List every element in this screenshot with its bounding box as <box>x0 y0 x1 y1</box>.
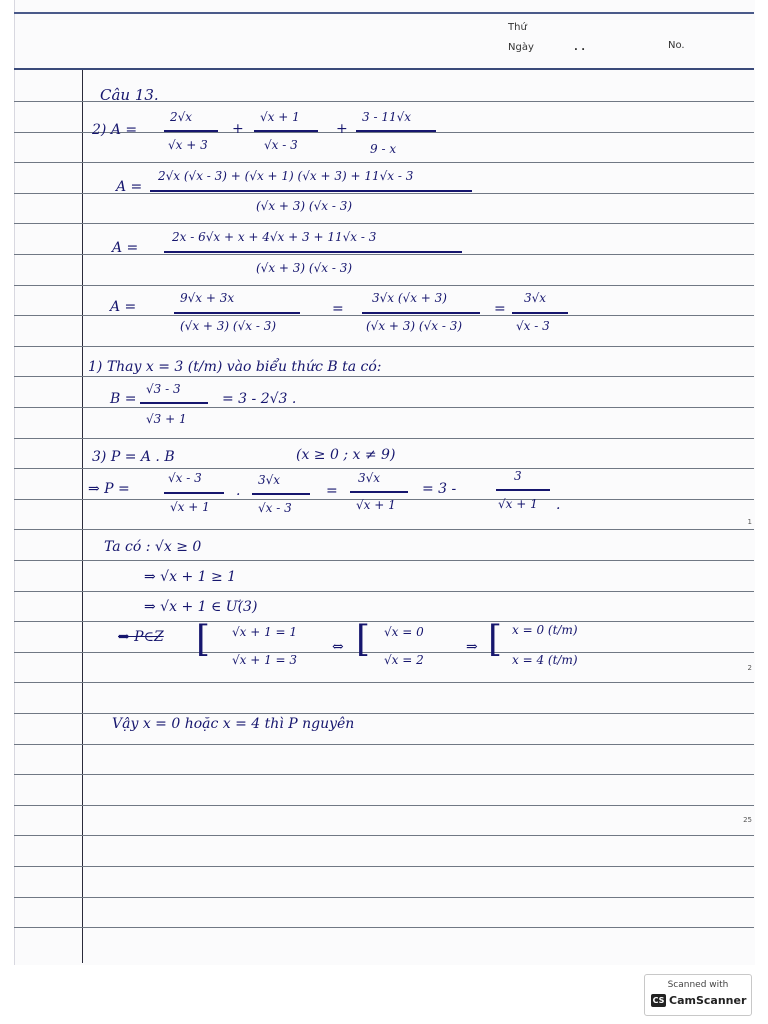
step1-numerator: 2√x (√x - 3) + (√x + 1) (√x + 3) + 11√x - 3 <box>158 169 414 183</box>
ruled-line <box>14 346 754 347</box>
ruled-line <box>14 468 754 469</box>
part2-op2: + <box>336 121 348 137</box>
step3-lhs: A = <box>110 299 137 315</box>
part3-frac4-numerator: 3 <box>514 469 522 483</box>
part3-frac2-denominator: √x - 3 <box>258 501 292 515</box>
part3-ta-co: Ta có : √x ≥ 0 <box>104 539 202 555</box>
part2-term2-bar <box>254 130 318 132</box>
part2-term1-bar <box>164 130 218 132</box>
header-thu-label: Thứ <box>508 22 527 33</box>
part3-case3a: x = 0 (t/m) <box>512 623 578 637</box>
part3-arrow2: ⇒ <box>466 639 478 655</box>
ruled-line <box>14 438 754 439</box>
ruled-line <box>14 560 754 561</box>
watermark-brand: CamScanner <box>669 994 747 1007</box>
ruled-line <box>14 223 754 224</box>
ruled-line <box>14 285 754 286</box>
part3-frac1-numerator: √x - 3 <box>168 471 202 485</box>
edge-number-1: 1 <box>747 518 752 526</box>
part3-frac4-denominator: √x + 1 <box>498 497 538 511</box>
ruled-line <box>14 713 754 714</box>
ruled-line <box>14 866 754 867</box>
step3-frac1-numerator: 9√x + 3x <box>180 291 235 305</box>
ruled-line <box>14 744 754 745</box>
part3-case-bracket3: [ <box>488 619 503 660</box>
part2-label: 2) A = <box>92 122 138 138</box>
part3-period: . <box>556 497 561 513</box>
part3-frac1-bar <box>164 492 224 494</box>
part3-frac3-denominator: √x + 1 <box>356 498 396 512</box>
part2-term2-numerator: √x + 1 <box>260 110 300 124</box>
edge-number-3: 25 <box>743 816 752 824</box>
step3-frac3-bar <box>512 312 568 314</box>
step3-frac1-bar <box>174 312 300 314</box>
ruled-line <box>14 529 754 530</box>
part3-implication1: ⇒ √x + 1 ≥ 1 <box>144 569 237 585</box>
header-top-rule <box>14 12 754 14</box>
ruled-line <box>14 376 754 377</box>
watermark-caption: Scanned with <box>667 980 729 990</box>
part1-line: 1) Thay x = 3 (t/m) vào biểu thức B ta có: <box>88 359 382 375</box>
part2-op1: + <box>232 121 244 137</box>
part1-bar <box>140 402 208 404</box>
ruled-line <box>14 927 754 928</box>
part3-arrow-p: ⇒ P = <box>88 481 130 497</box>
part3-case1a: √x + 1 = 1 <box>232 625 298 639</box>
ruled-line <box>14 591 754 592</box>
part1-denominator: √3 + 1 <box>146 412 187 426</box>
step1-denominator: (√x + 3) (√x - 3) <box>256 199 353 213</box>
part3-arrow1: ⇔ <box>332 639 344 655</box>
step3-frac1-denominator: (√x + 3) (√x - 3) <box>180 319 277 333</box>
step2-lhs: A = <box>112 240 139 256</box>
part3-condition: (x ≥ 0 ; x ≠ 9) <box>296 447 396 463</box>
part1-lhs: B = <box>110 391 137 407</box>
part2-term1-denominator: √x + 3 <box>168 138 208 152</box>
part3-case1b: √x + 1 = 3 <box>232 653 298 667</box>
step3-frac2-bar <box>362 312 480 314</box>
step3-frac2-numerator: 3√x (√x + 3) <box>372 291 447 305</box>
part3-frac3-numerator: 3√x <box>358 471 381 485</box>
part3-case-bracket1: [ <box>196 619 211 660</box>
ruled-line <box>14 835 754 836</box>
part2-term1-numerator: 2√x <box>170 110 193 124</box>
part3-minus: = 3 - <box>422 481 457 497</box>
ruled-line <box>14 805 754 806</box>
part3-crossed-out: ⇒ P∈Z <box>118 629 164 645</box>
step1-bar <box>150 190 472 192</box>
part2-term3-numerator: 3 - 11√x <box>362 110 412 124</box>
step3-frac3-denominator: √x - 3 <box>516 319 550 333</box>
part3-implication2: ⇒ √x + 1 ∈ Ư(3) <box>144 599 258 615</box>
step3-frac2-denominator: (√x + 3) (√x - 3) <box>366 319 463 333</box>
part3-case2a: √x = 0 <box>384 625 424 639</box>
header-ngay-label: Ngày <box>508 42 534 53</box>
part3-frac4-bar <box>496 489 550 491</box>
step3-eq1: = <box>332 301 344 317</box>
header-date-dots: . . <box>574 42 586 53</box>
header-bottom-rule <box>14 68 754 70</box>
part2-term3-denominator: 9 - x <box>370 142 397 156</box>
ruled-line <box>14 774 754 775</box>
step3-eq2: = <box>494 301 506 317</box>
camscanner-watermark <box>644 974 752 1016</box>
margin-line <box>82 70 83 963</box>
step2-bar <box>164 251 462 253</box>
ruled-line <box>14 315 754 316</box>
step1-lhs: A = <box>116 179 143 195</box>
step2-denominator: (√x + 3) (√x - 3) <box>256 261 353 275</box>
part3-frac2-numerator: 3√x <box>258 473 281 487</box>
part3-frac3-bar <box>350 491 408 493</box>
part3-conclusion: Vậy x = 0 hoặc x = 4 thì P nguyên <box>112 716 355 732</box>
part3-eq1: = <box>326 483 338 499</box>
part1-numerator: √3 - 3 <box>146 382 181 396</box>
part3-case2b: √x = 2 <box>384 653 424 667</box>
part3-frac2-bar <box>252 493 310 495</box>
ruled-line <box>14 621 754 622</box>
edge-number-2: 2 <box>747 664 752 672</box>
camscanner-logo-icon: CS <box>652 996 665 1005</box>
question-heading: Câu 13. <box>100 86 159 104</box>
ruled-line <box>14 407 754 408</box>
part3-frac1-denominator: √x + 1 <box>170 500 210 514</box>
part3-dot: . <box>236 483 241 499</box>
part3-line: 3) P = A . B <box>92 449 175 465</box>
header-no-label: No. <box>668 40 685 51</box>
ruled-line <box>14 682 754 683</box>
ruled-line <box>14 897 754 898</box>
step3-frac3-numerator: 3√x <box>524 291 547 305</box>
part2-term2-denominator: √x - 3 <box>264 138 298 152</box>
step2-numerator: 2x - 6√x + x + 4√x + 3 + 11√x - 3 <box>172 230 377 244</box>
part3-case-bracket2: [ <box>356 619 371 660</box>
ruled-line <box>14 162 754 163</box>
part2-term3-bar <box>356 130 436 132</box>
part3-case3b: x = 4 (t/m) <box>512 653 578 667</box>
part1-result: = 3 - 2√3 . <box>222 391 297 407</box>
